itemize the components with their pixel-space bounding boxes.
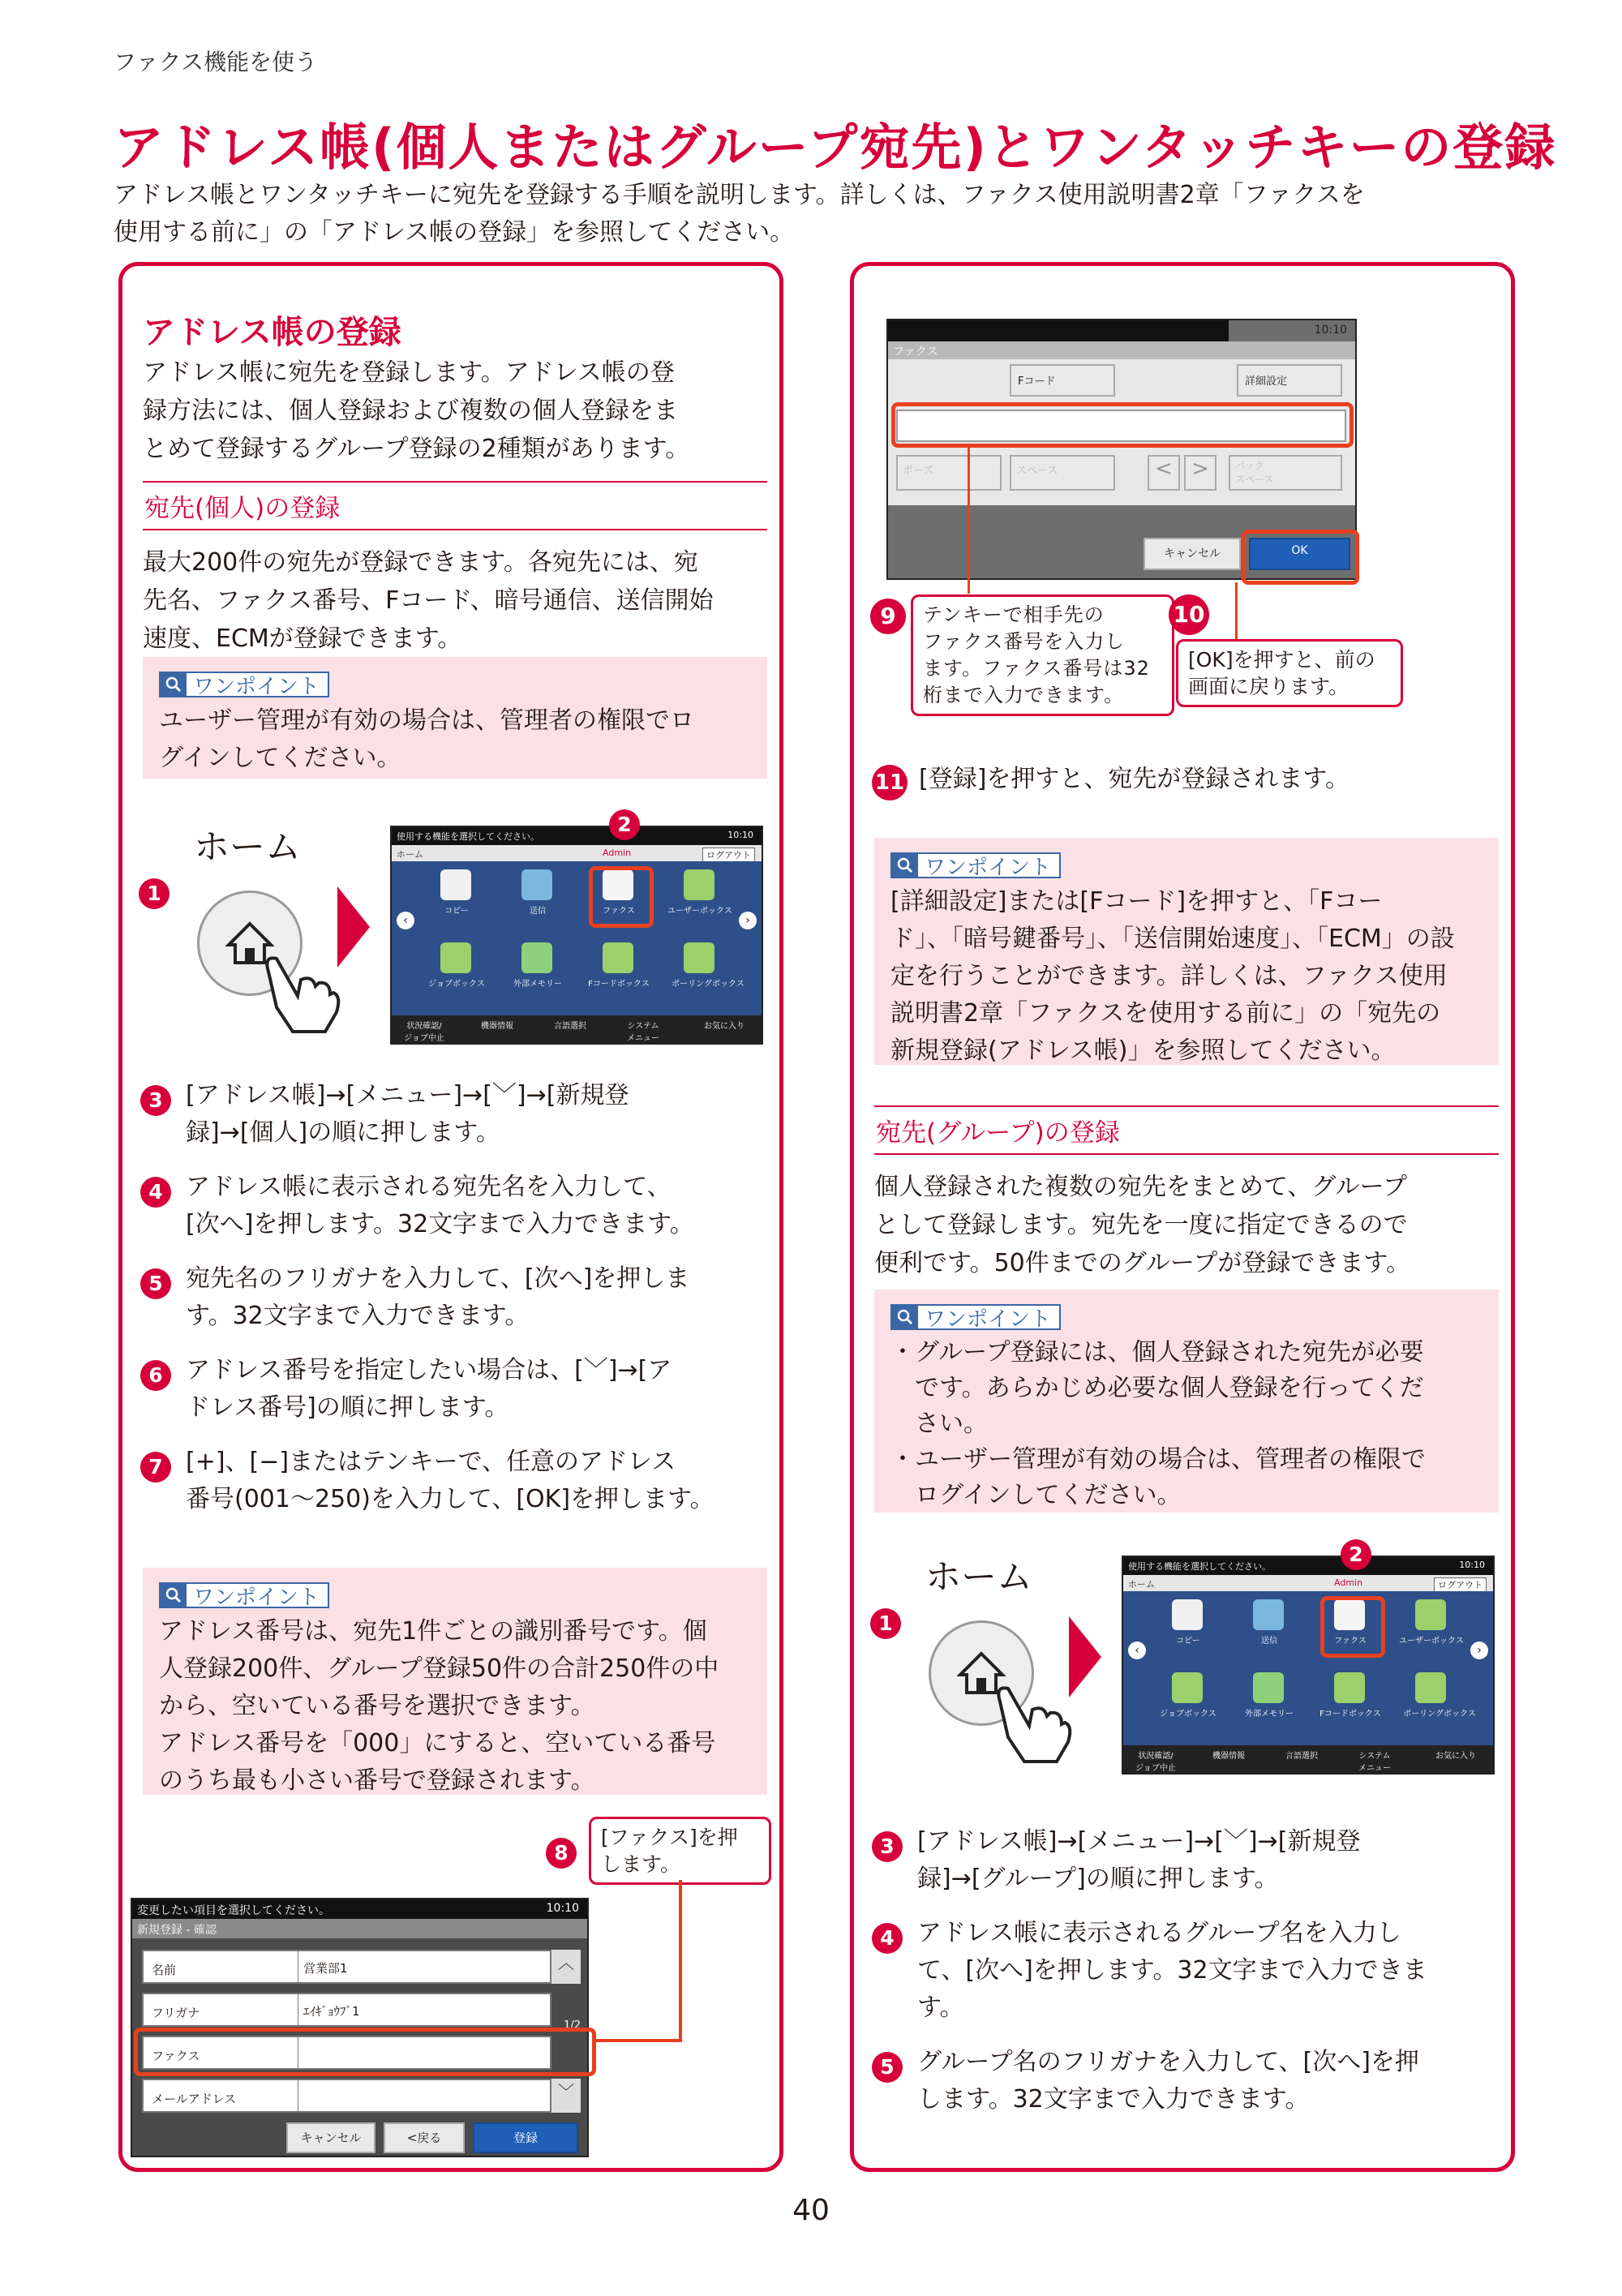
screen-instruction: 使用する機能を選択してください。 — [1128, 1561, 1271, 1572]
step-line: [次へ]を押します。32文字まで入力できます。 — [186, 1210, 694, 1238]
step-line: グループ名のフリガナを入力して、[次へ]を押 — [917, 2048, 1419, 2076]
bottom-item[interactable]: 言語選択 — [1285, 1752, 1318, 1761]
screen-nav — [1123, 1575, 1493, 1591]
magnifier-icon — [161, 672, 187, 697]
user-box-icon[interactable] — [1415, 1599, 1446, 1630]
step-badge: 7 — [140, 1452, 171, 1483]
tip-line: です。あらかじめ必要な個人登録を行ってくだ — [890, 1374, 1424, 1402]
step-5 — [186, 1260, 770, 1335]
step-line: [+]、[−]またはテンキーで、任意のアドレス — [186, 1448, 676, 1476]
icon-label: 送信 — [530, 907, 546, 916]
back-button[interactable]: <戻る — [384, 2122, 465, 2153]
hand-pointer-icon — [984, 1677, 1073, 1766]
step-11: [登録]を押すと、宛先が登録されます。 — [919, 765, 1350, 793]
step-badge: 5 — [872, 2052, 903, 2083]
step-4 — [186, 1169, 770, 1243]
tip-tag — [159, 672, 329, 697]
home-illustration — [131, 809, 779, 1085]
icon-area — [392, 861, 762, 1015]
row-label: メールアドレス — [152, 2092, 237, 2106]
icon-label: ユーザーボックス — [1399, 1637, 1464, 1646]
group-step-4 — [917, 1915, 1501, 2027]
callout-line: [ファクス]を押 — [601, 1826, 738, 1849]
usb-icon[interactable] — [521, 942, 552, 973]
step-line: 番号(001〜250)を入力して、[OK]を押します。 — [186, 1485, 714, 1513]
step-line: す。 — [917, 1993, 964, 2022]
job-box-icon[interactable] — [1172, 1672, 1203, 1703]
bottom-item[interactable]: 状況確認/ ジョブ中止 — [1135, 1752, 1176, 1773]
step-line: します。32文字まで入力できます。 — [917, 2085, 1310, 2114]
row-value: ｴｲｷﾞｮｳﾌﾞ1 — [298, 1994, 360, 2025]
icon-label: コピー — [444, 907, 469, 916]
desc-line: として登録します。宛先を一度に指定できるので — [874, 1211, 1408, 1239]
step-badge: 6 — [140, 1360, 171, 1391]
group-step-5 — [917, 2044, 1501, 2118]
row-value — [298, 2080, 303, 2111]
screen-time: 10:10 — [727, 830, 753, 840]
desc-line: 最大200件の宛先が登録できます。各宛先には、宛 — [143, 548, 698, 577]
form-row-name[interactable] — [142, 1950, 551, 1984]
prev-arrow-icon[interactable]: ‹ — [1128, 1642, 1146, 1659]
fcode-box-icon[interactable] — [1334, 1672, 1365, 1703]
tip-tag-label: ワンポイント — [193, 1585, 320, 1610]
logout-button[interactable]: ログアウト — [702, 848, 755, 862]
step-badge: 5 — [140, 1268, 171, 1299]
home-illustration — [862, 1539, 1511, 1815]
left-heading: アドレス帳の登録 — [143, 314, 401, 351]
callout-line: [OK]を押すと、前の — [1188, 648, 1375, 672]
tip-tag-label: ワンポイント — [193, 674, 320, 699]
connector-line — [1235, 582, 1238, 639]
tip-line: ・グループ登録には、個人登録された宛先が必要 — [890, 1338, 1424, 1367]
tip-line: 定を行うことができます。詳しくは、ファクス使用 — [890, 962, 1448, 990]
step-badge: 11 — [872, 765, 908, 800]
step-badge: 1 — [870, 1608, 901, 1639]
tip-box — [874, 838, 1499, 1065]
step-line: アドレス帳に表示されるグループ名を入力し — [917, 1919, 1401, 1947]
cancel-button[interactable]: キャンセル — [286, 2122, 375, 2153]
usb-icon[interactable] — [1253, 1672, 1284, 1703]
tip-tag — [890, 1304, 1061, 1330]
arrow-right-icon — [1065, 1612, 1105, 1702]
step-badge: 10 — [1169, 594, 1209, 635]
callout-9 — [911, 594, 1174, 716]
hand-pointer-icon — [252, 947, 341, 1036]
step-badge: 4 — [872, 1923, 903, 1954]
step-line: アドレス番号を指定したい場合は、[﹀]→[ア — [186, 1356, 672, 1384]
connector-line — [593, 2039, 682, 2042]
scroll-up-icon[interactable]: ︿ — [551, 1950, 581, 1984]
group-desc — [874, 1168, 1491, 1282]
tip-box — [874, 1290, 1499, 1513]
screen-bottombar — [392, 1015, 762, 1045]
send-icon[interactable] — [1253, 1599, 1284, 1630]
next-arrow-icon[interactable]: › — [1470, 1642, 1488, 1659]
highlight-ok — [1242, 530, 1359, 585]
bottom-item[interactable]: 機器情報 — [481, 1022, 513, 1031]
tip-box — [143, 657, 767, 779]
connector-line — [968, 448, 970, 594]
callout-line: 桁まで入力できます。 — [923, 684, 1125, 706]
tip-tag — [159, 1582, 329, 1608]
desc-line: 速度、ECMが登録できます。 — [143, 624, 462, 653]
tip-line: 新規登録(アドレス帳)」を参照してください。 — [890, 1036, 1396, 1065]
magnifier-icon — [161, 1583, 187, 1607]
icon-label: ポーリングボックス — [672, 980, 744, 989]
home-tab[interactable]: ホーム — [1128, 1579, 1155, 1590]
callout-line: ます。ファクス番号は32 — [923, 657, 1150, 680]
right-panel — [850, 262, 1515, 2172]
step-badge: 1 — [139, 878, 169, 909]
step-badge: 3 — [140, 1085, 171, 1116]
desc-line: 便利です。50件までのグループが登録できます。 — [874, 1249, 1410, 1277]
tip-line: ログインしてください。 — [890, 1481, 1182, 1509]
home-tab[interactable]: ホーム — [397, 849, 423, 860]
page-indicator: 1/2 — [564, 2019, 581, 2032]
callout-line: 画面に戻ります。 — [1188, 675, 1350, 698]
step-badge: 4 — [140, 1177, 171, 1208]
step-line: アドレス帳に表示される宛先名を入力して、 — [186, 1173, 672, 1201]
bottom-item[interactable]: お気に入り — [1435, 1752, 1476, 1761]
pause-button[interactable]: ポーズ — [896, 455, 1002, 491]
intro-line: 使用する前に」の「アドレス帳の登録」を参照してください。 — [114, 218, 795, 247]
step-line: [アドレス帳]→[メニュー]→[﹀]→[新規登 — [186, 1081, 629, 1109]
lead-line: とめて登録するグループ登録の2種類があります。 — [143, 435, 690, 463]
icon-label: ユーザーボックス — [667, 907, 732, 916]
highlight-fax-input — [891, 402, 1354, 448]
lead-line: アドレス帳に宛先を登録します。アドレス帳の登 — [143, 358, 675, 387]
step-line: [アドレス帳]→[メニュー]→[﹀]→[新規登 — [917, 1827, 1361, 1856]
admin-label: Admin — [1334, 1577, 1363, 1588]
icon-label: ポーリングボックス — [1403, 1710, 1476, 1719]
screen-instruction: 使用する機能を選択してください。 — [397, 831, 539, 842]
tip-line: 人登録200件、グループ登録50件の合計250件の中 — [159, 1654, 719, 1683]
connector-line — [679, 1880, 682, 2042]
step-line: す。32文字まで入力できます。 — [186, 1302, 530, 1330]
detail-settings-button[interactable]: 詳細設定 — [1237, 364, 1342, 397]
icon-label: 送信 — [1261, 1637, 1277, 1646]
highlight-fax-row — [134, 2028, 596, 2076]
tip-line: アドレス番号を「000」にすると、空いている番号 — [159, 1729, 716, 1757]
screen-topbar — [132, 1899, 587, 1919]
lead-line: 録方法には、個人登録および複数の個人登録をま — [143, 397, 678, 425]
job-box-icon[interactable] — [440, 942, 471, 973]
next-arrow-icon[interactable]: › — [739, 912, 757, 929]
tip-text — [159, 1613, 751, 1800]
step-badge: 8 — [546, 1838, 577, 1869]
tip-line: ・ユーザー管理が有効の場合は、管理者の権限で — [890, 1445, 1426, 1474]
screen-topbar — [888, 320, 1229, 341]
highlight-fax — [589, 866, 654, 928]
screen-bottombar — [1123, 1745, 1493, 1775]
user-box-icon[interactable] — [684, 869, 714, 900]
polling-box-icon[interactable] — [684, 942, 714, 973]
fcode-button[interactable]: Fコード — [1010, 364, 1115, 397]
desc-line: 先名、ファクス番号、Fコード、暗号通信、送信開始 — [143, 586, 714, 615]
step-6 — [186, 1352, 770, 1427]
step-badge: 3 — [872, 1831, 903, 1862]
tip-tag-label: ワンポイント — [925, 1307, 1052, 1332]
icon-label: Fコードボックス — [588, 980, 650, 989]
step-line: て、[次へ]を押します。32文字まで入力できま — [917, 1956, 1427, 1985]
tip-tag-label: ワンポイント — [925, 855, 1052, 880]
page-number: 40 — [792, 2194, 830, 2227]
screen-instruction: 変更したい項目を選択してください。 — [137, 1904, 330, 1917]
intro-text — [114, 177, 1365, 251]
magnifier-icon — [892, 853, 918, 878]
callout-line: ファクス番号を入力し — [923, 630, 1126, 653]
tip-text — [159, 702, 751, 777]
register-button[interactable]: 登録 — [473, 2122, 578, 2153]
screen-topbar — [392, 827, 762, 845]
fcode-box-icon[interactable] — [603, 942, 633, 973]
prev-arrow-icon[interactable]: ‹ — [397, 912, 414, 929]
bottom-item[interactable]: お気に入り — [704, 1022, 744, 1031]
intro-line: アドレス帳とワンタッチキーに宛先を登録する手順を説明します。詳しくは、ファクス使用説明書2章「ファクスを — [114, 181, 1365, 209]
copy-icon[interactable] — [440, 869, 471, 900]
subheading-group: 宛先(グループ)の登録 — [874, 1105, 1499, 1155]
step-badge: 2 — [609, 809, 640, 840]
screen-time: 10:10 — [546, 1902, 579, 1915]
screen-title: ファクス — [888, 341, 1355, 359]
icon-label: 外部メモリー — [1245, 1710, 1294, 1719]
form-row-email[interactable] — [142, 2079, 551, 2113]
bottom-item[interactable]: 状況確認/ ジョブ中止 — [404, 1022, 444, 1043]
step-7 — [186, 1444, 770, 1518]
cursor-right-button[interactable]: > — [1184, 455, 1216, 491]
callout-8 — [589, 1817, 771, 1885]
tip-line: アドレス番号は、宛先1件ごとの識別番号です。個 — [159, 1617, 707, 1646]
icon-label: ファクス — [1334, 1637, 1367, 1646]
step-line: 録]→[個人]の順に押します。 — [186, 1118, 500, 1147]
bottom-item[interactable]: システム メニュー — [1358, 1752, 1391, 1773]
bottom-item[interactable]: 機器情報 — [1212, 1752, 1245, 1761]
subheading-individual: 宛先(個人)の登録 — [143, 481, 767, 530]
tip-box — [143, 1568, 767, 1795]
desc-line: 個人登録された複数の宛先をまとめて、グループ — [874, 1173, 1407, 1201]
tip-line: ド」、「暗号鍵番号」、「送信開始速度」、「ECM」の設 — [890, 925, 1455, 953]
copy-icon[interactable] — [1172, 1599, 1203, 1630]
home-button-label: ホーム — [194, 826, 301, 868]
magnifier-icon — [892, 1305, 918, 1329]
form-row-kana[interactable] — [142, 1993, 551, 2027]
step-line: 録]→[グループ]の順に押します。 — [917, 1865, 1279, 1893]
icon-area — [1123, 1591, 1493, 1745]
icon-label: ジョブボックス — [1160, 1710, 1216, 1719]
highlight-fax — [1320, 1596, 1385, 1658]
cancel-button[interactable]: キャンセル — [1144, 538, 1241, 570]
polling-box-icon[interactable] — [1415, 1672, 1446, 1703]
home-screen — [390, 826, 763, 1045]
icon-label: 外部メモリー — [513, 980, 562, 989]
send-icon[interactable] — [521, 869, 552, 900]
screen-time: 10:10 — [1314, 324, 1347, 337]
icon-label: Fコードボックス — [1319, 1710, 1381, 1719]
step-line: 宛先名のフリガナを入力して、[次へ]を押しま — [186, 1264, 690, 1293]
backspace-button[interactable]: バック スペース — [1229, 455, 1342, 491]
bottom-item[interactable]: 言語選択 — [554, 1022, 586, 1031]
tip-line: のうち最も小さい番号で登録されます。 — [159, 1766, 595, 1795]
page-title: アドレス帳(個人またはグループ宛先)とワンタッチキーの登録 — [114, 118, 1557, 177]
ok-button[interactable]: OK — [1249, 538, 1350, 570]
row-label: フリガナ — [152, 2006, 200, 2020]
step-badge: 2 — [1341, 1539, 1371, 1570]
tip-line: さい。 — [890, 1410, 988, 1438]
callout-10 — [1176, 639, 1403, 707]
tip-text — [890, 883, 1483, 1070]
tip-line: [詳細設定]または[Fコード]を押すと、「Fコー — [890, 887, 1383, 916]
callout-line: テンキーで相手先の — [923, 603, 1105, 626]
callout-line: します。 — [601, 1852, 681, 1876]
bottom-item[interactable]: システム メニュー — [627, 1022, 659, 1043]
screen-time: 10:10 — [1459, 1560, 1485, 1570]
home-screen — [1122, 1556, 1495, 1775]
tip-line: ユーザー管理が有効の場合は、管理者の権限でロ — [159, 706, 694, 735]
icon-label: ジョブボックス — [428, 980, 485, 989]
scroll-down-icon[interactable]: ﹀ — [551, 2079, 581, 2113]
row-label: ファクス — [152, 2049, 200, 2063]
admin-label: Admin — [603, 848, 632, 858]
group-step-3 — [917, 1823, 1501, 1898]
left-lead — [143, 354, 759, 468]
tip-line: グインしてください。 — [159, 744, 401, 772]
row-value: 営業部1 — [298, 1951, 348, 1982]
cursor-left-button[interactable]: < — [1148, 455, 1180, 491]
step-3 — [186, 1077, 770, 1152]
icon-label: ファクス — [603, 907, 635, 916]
tip-line: から、空いている番号を選択できます。 — [159, 1692, 595, 1720]
row-label: 名前 — [152, 1963, 177, 1977]
section-label: ファクス機能を使う — [114, 49, 318, 75]
tip-tag — [890, 852, 1061, 878]
step-badge: 9 — [870, 599, 906, 634]
screen-nav — [392, 845, 762, 861]
home-button-label: ホーム — [925, 1556, 1032, 1598]
icon-label: コピー — [1176, 1637, 1200, 1646]
arrow-right-icon — [333, 882, 374, 972]
screen-title: 新規登録 - 確認 — [132, 1919, 587, 1938]
screen-topbar — [1123, 1557, 1493, 1575]
tip-line: 説明書2章「ファクスを使用する前に」の「宛先の — [890, 999, 1441, 1028]
space-button[interactable]: スペース — [1010, 455, 1115, 491]
logout-button[interactable]: ログアウト — [1434, 1577, 1487, 1592]
tip-text — [890, 1335, 1483, 1513]
individual-desc — [143, 543, 759, 658]
step-line: ドレス番号]の順に押します。 — [186, 1393, 509, 1422]
left-panel — [118, 262, 783, 2172]
